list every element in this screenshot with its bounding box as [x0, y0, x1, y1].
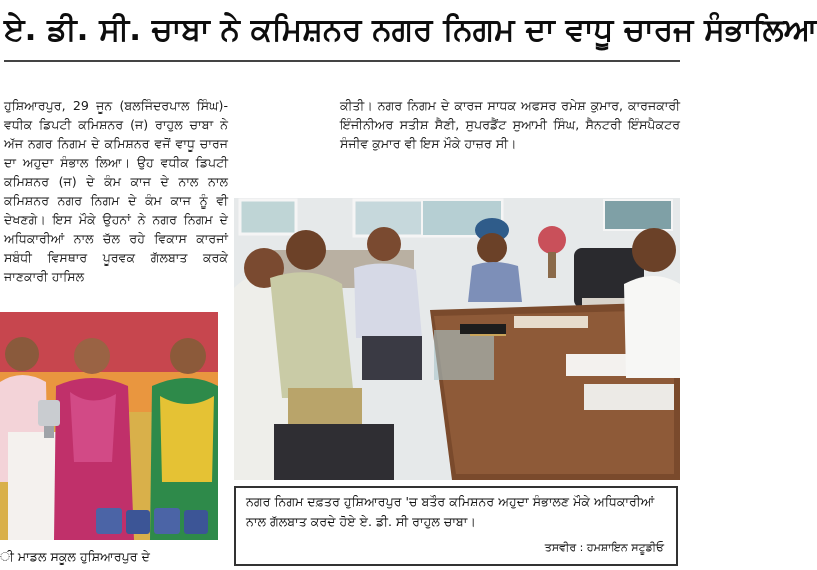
meeting-photo	[234, 198, 680, 480]
headline-rule	[4, 60, 680, 62]
photo-caption-box	[234, 486, 678, 566]
photo-caption-text: ਨਗਰ ਨਿਗਮ ਦਫ਼ਤਰ ਹੁਸ਼ਿਆਰਪੁਰ 'ਚ ਬਤੌਰ ਕਮਿਸ਼ਨਰ ਅਹੁਦਾ ਸੰਭਾਲਣ ਮੌਕੇ ਅਧਿਕਾਰੀਆਂ ਨਾਲ ਗੱਲਬਾਤ ਕਰਦੇ ਹੋਏ ਏ. ਡੀ. ਸੀ ਰਾਹੁਲ ਚਾਬਾ।	[246, 494, 655, 529]
headline: ਏ. ਡੀ. ਸੀ. ਚਾਬਾ ਨੇ ਕਮਿਸ਼ਨਰ ਨਗਰ ਨਿਗਮ ਦਾ ਵਾਧੂ ਚਾਰਜ ਸੰਭਾਲਿਆ	[4, 12, 817, 48]
article-column-2: ਕੀਤੀ। ਨਗਰ ਨਿਗਮ ਦੇ ਕਾਰਜ ਸਾਧਕ ਅਫਸਰ ਰਮੇਸ਼ ਕੁਮਾਰ, ਕਾਰਜਕਾਰੀ ਇੰਜੀਨੀਅਰ ਸਤੀਸ਼ ਸੈਣੀ, ਸੁਪਰਡੈਂਟ ਸੁਆਮੀ ਸਿੰਘ, ਸੈਨਟਰੀ ਇੰਸਪੈਕਟਰ ਸੰਜੀਵ ਕੁਮਾਰ ਵੀ ਇਸ ਮੌਕੇ ਹਾਜ਼ਰ ਸੀ।	[340, 98, 680, 151]
school-event-photo	[0, 312, 218, 540]
photo-credit: ਤਸਵੀਰ : ਹਮਸ਼ਾਇਨ ਸਟੂਡੀਓ	[544, 541, 664, 554]
article-column-1: ਹੁਸ਼ਿਆਰਪੁਰ, 29 ਜੂਨ (ਬਲਜਿੰਦਰਪਾਲ ਸਿੰਘ)-ਵਧੀਕ ਡਿਪਟੀ ਕਮਿਸ਼ਨਰ (ਜ) ਰਾਹੁਲ ਚਾਬਾ ਨੇ ਅੱਜ ਨਗਰ ਨਿਗਮ ਦੇ ਕਮਿਸ਼ਨਰ ਵਜੋਂ ਵਾਧੂ ਚਾਰਜ ਦਾ ਅਹੁਦਾ ਸੰਭਾਲ ਲਿਆ। ਉਹ ਵਧੀਕ ਡਿਪਟੀ ਕਮਿਸ਼ਨਰ (ਜ) ਦੇ ਕੰਮ ਕਾਜ ਦੇ ਨਾਲ ਨਾਲ ਕਮਿਸ਼ਨਰ ਨਗਰ ਨਿਗਮ ਦੇ ਕੰਮ ਕਾਜ ਨੂੰ ਵੀ ਦੇਖਣਗੇ। ਇਸ ਮੌਕੇ ਉਹਨਾਂ ਨੇ ਨਗਰ ਨਿਗਮ ਦੇ ਅਧਿਕਾਰੀਆਂ ਨਾਲ ਚੱਲ ਰਹੇ ਵਿਕਾਸ ਕਾਰਜਾਂ ਸਬੰਧੀ ਵਿਸਥਾਰ ਪੂਰਵਕ ਗੱਲਬਾਤ ਕਰਕੇ ਜਾਣਕਾਰੀ ਹਾਸਿਲ	[4, 98, 228, 284]
adjacent-article-fragment: ੀ ਮਾਡਲ ਸਕੂਲ ਹੁਸ਼ਿਆਰਪੁਰ ਦੇ	[0, 549, 150, 564]
